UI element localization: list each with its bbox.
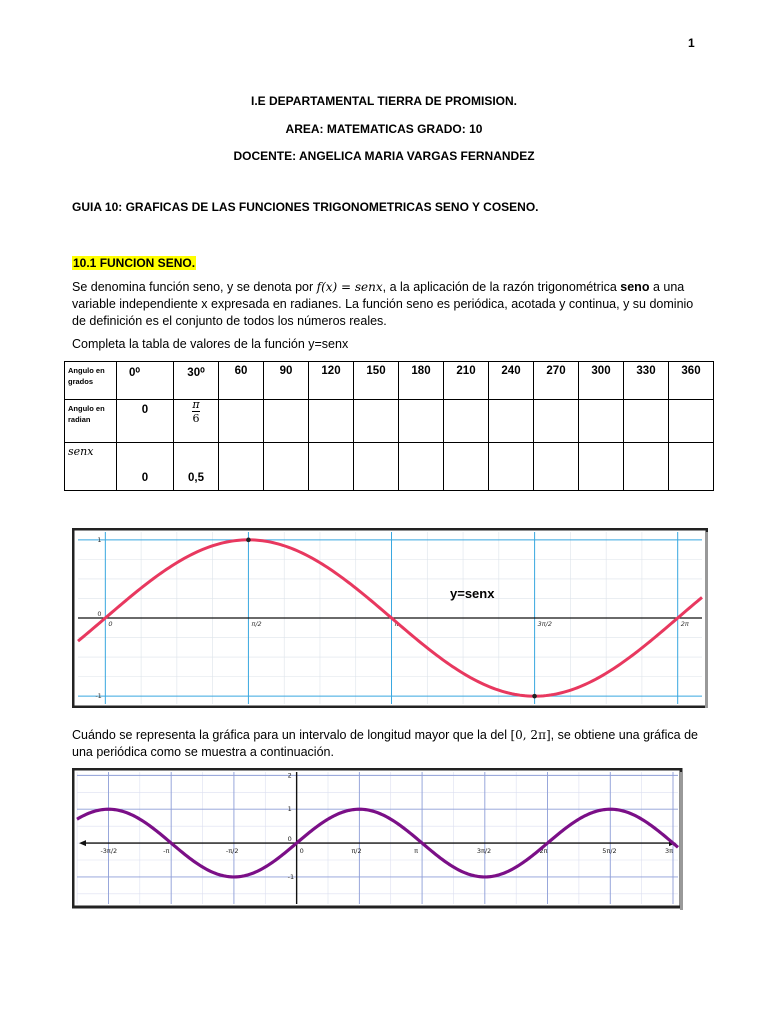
y-tick-label: 2 [287,771,292,780]
table-cell: 240 [489,362,534,400]
table-row-sin [65,443,714,491]
table-cell: 210 [444,362,489,400]
sine-chart-one-period [72,528,708,708]
teacher-name: DOCENTE: ANGELICA MARIA VARGAS FERNANDEZ [233,149,535,163]
row-label: Angulo en grados [65,362,117,400]
x-tick-label: -3π/2 [100,847,118,856]
paragraph-text: a una variable independiente x expresada en radianes. La función seno es periódica, acotada y continua, y su dominio de definición es el conjunto de todos los números reales. [72,280,694,328]
table-cell[interactable] [354,400,399,443]
table-cell[interactable] [444,400,489,443]
x-tick-label: 5π/2 [602,847,617,856]
table-cell: 30⁰ [174,362,219,400]
x-tick-label: 2π [539,847,548,856]
row-label: Angulo en radian [65,400,117,443]
y-tick-label: -1 [287,872,295,881]
data-point [246,538,251,543]
y-tick-label: 1 [287,805,292,814]
y-tick-label: 0 [97,610,102,618]
x-tick-label: π [414,847,419,856]
table-cell[interactable] [489,400,534,443]
bold-word: seno [620,280,650,294]
x-tick-label: 3π/2 [537,620,552,628]
table-cell[interactable] [354,443,399,491]
x-tick-label: π/2 [351,847,362,856]
paragraph-text: , se obtiene una gráfica de una periódica como se muestra a continuación. [72,728,698,759]
table-cell[interactable] [264,400,309,443]
x-tick-label: π/2 [251,620,262,628]
interval: [0, 2π] [510,728,551,742]
table-cell[interactable] [444,443,489,491]
table-cell: 0 [117,400,174,443]
definition-paragraph [72,279,702,330]
table-cell: 0,5 [174,443,219,491]
table-cell[interactable] [624,443,669,491]
table-cell: 180 [399,362,444,400]
row-label: senx [65,443,117,491]
values-table [64,361,714,491]
table-cell[interactable] [219,443,264,491]
section-title: 10.1 FUNCION SENO. [73,256,196,270]
chart-shadow [705,532,708,708]
y-tick-label: -1 [95,692,102,701]
fraction [192,398,199,425]
x-tick-label: 0 [108,620,113,628]
guide-title: GUIA 10: GRAFICAS DE LAS FUNCIONES TRIGONOMETRICAS SENO Y COSENO. [72,200,539,214]
x-tick-label: 3π/2 [476,847,492,856]
table-cell[interactable] [309,443,354,491]
table-cell: 270 [534,362,579,400]
table-cell: 120 [309,362,354,400]
table-cell[interactable] [399,443,444,491]
paragraph-text: Cuándo se representa la gráfica para un intervalo de longitud mayor que la del [72,728,511,742]
chart-shadow [680,772,683,910]
table-cell[interactable] [579,443,624,491]
paragraph-text: , a la aplicación de la razón trigonométrica [382,280,621,294]
fraction-denominator: 6 [192,412,200,425]
table-cell[interactable] [534,400,579,443]
formula: f(x) = senx [316,280,383,294]
table-cell: 60 [219,362,264,400]
table-cell[interactable] [669,400,714,443]
table-cell[interactable] [534,443,579,491]
table-cell: 0⁰ [117,362,174,400]
table-cell: 360 [669,362,714,400]
table-cell[interactable] [399,400,444,443]
table-cell[interactable] [264,443,309,491]
area-grade: AREA: MATEMATICAS GRADO: 10 [285,122,483,136]
periodic-paragraph [72,727,712,761]
table-cell[interactable] [219,400,264,443]
table-cell[interactable] [489,443,534,491]
table-cell[interactable] [624,400,669,443]
table-cell: 90 [264,362,309,400]
table-row-radians [65,400,714,443]
school-name: I.E DEPARTAMENTAL TIERRA DE PROMISION. [250,94,517,108]
table-cell: 330 [624,362,669,400]
x-tick-label: π [394,620,399,628]
page-number: 1 [688,36,695,50]
x-tick-label: 3π [664,847,674,856]
fraction-numerator: π [192,398,200,411]
table-cell[interactable] [669,443,714,491]
table-cell-fraction [174,400,219,443]
x-tick-label: -π/2 [225,847,239,856]
table-cell: 0 [117,443,174,491]
paragraph-text: Se denomina función seno, y se denota por [72,280,317,294]
table-cell[interactable] [579,400,624,443]
x-tick-label: 0 [299,847,304,856]
table-cell: 150 [354,362,399,400]
y-tick-label: 1 [97,535,102,544]
table-cell[interactable] [309,400,354,443]
data-point [532,694,537,699]
y-tick-label: 0 [287,835,292,844]
x-tick-label: -π [163,847,170,856]
chart-title: y=senx [450,586,495,601]
table-caption: Completa la tabla de valores de la función y=senx [72,337,349,351]
table-row-degrees [65,362,714,400]
sine-chart-periodic [72,768,684,910]
table-cell: 300 [579,362,624,400]
x-tick-label: 2π [680,620,689,628]
